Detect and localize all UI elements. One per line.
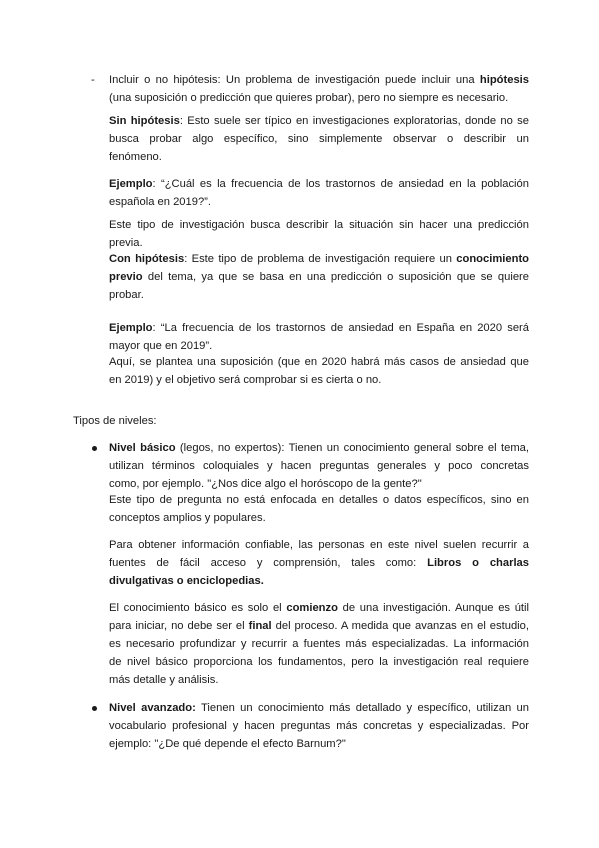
example-2-line-3: Aquí, se plantea una suposición (que en 2020 habrá más casos de ansiedad que	[109, 356, 529, 368]
basic-level-line-3: como, por ejemplo. "¿Nos dice algo el horóscopo de la gente?"	[109, 478, 422, 490]
comienzo-term: comienzo	[286, 602, 338, 614]
basic-start-line-2: para iniciar, no debe ser el final del proceso. A medida que avanzas en el estudio,	[109, 620, 529, 632]
levels-heading: Tipos de niveles:	[73, 415, 157, 427]
example-2-line-1: Ejemplo: “La frecuencia de los trastornos de ansiedad en España en 2020 será	[109, 322, 529, 334]
dash-marker: -	[91, 74, 95, 86]
description-line-1: Este tipo de investigación busca describir la situación sin hacer una predicción	[109, 219, 529, 231]
basic-start-line-4: de nivel básico proporciona los fundamentos, pero la investigación real requiere	[109, 656, 529, 668]
basic-level-line-1: Nivel básico (legos, no expertos): Tienen un conocimiento general sobre el tema,	[109, 442, 529, 454]
advanced-level-line-2: vocabulario profesional y hacen preguntas más concretas y especializadas. Por	[109, 720, 529, 732]
con-hipotesis-term: Con hipótesis	[109, 253, 185, 265]
basic-level-term: Nivel básico	[109, 442, 176, 454]
previo-term: previo	[109, 271, 143, 283]
example-1-line-1: Ejemplo: “¿Cuál es la frecuencia de los trastornos de ansiedad en la población	[109, 178, 529, 190]
advanced-level-line-1: Nivel avanzado: Tienen un conocimiento más detallado y específico, utilizan un	[109, 702, 530, 714]
sin-hipotesis-term: Sin hipótesis	[109, 115, 180, 127]
example-2-line-2: mayor que en 2019”.	[109, 340, 213, 352]
sin-hipotesis-line-2: busca probar algo específico, sino simplemente observar o describir un	[109, 133, 529, 145]
basic-sources-line-3: divulgativas o enciclopedias.	[109, 575, 264, 587]
example-1-term: Ejemplo	[109, 178, 153, 190]
example-2-line-4: en 2019) y el objetivo será comprobar si es cierta o no.	[109, 374, 382, 386]
description-line-2: previa.	[109, 237, 143, 249]
advanced-level-term: Nivel avanzado:	[109, 702, 196, 714]
example-1-line-2: española en 2019?”.	[109, 196, 212, 208]
basic-start-line-3: es necesario profundizar y recurrir a fuentes más especializadas. La información	[109, 638, 529, 650]
basic-start-line-5: más detalle y análisis.	[109, 674, 219, 686]
con-hipotesis-line-2: previo del tema, ya que se basa en una predicción o suposición que se quiere	[109, 271, 529, 283]
bullet-basic	[92, 446, 97, 451]
hypothesis-intro-line-1: Incluir o no hipótesis: Un problema de investigación puede incluir una hipótesis	[109, 74, 529, 86]
advanced-level-line-3: ejemplo: "¿De qué depende el efecto Barnum?"	[109, 738, 346, 750]
basic-level-line-5: conceptos amplios y populares.	[109, 512, 266, 524]
basic-sources-line-1: Para obtener información confiable, las personas en este nivel suelen recurrir a	[109, 539, 529, 551]
sin-hipotesis-line-1: Sin hipótesis: Esto suele ser típico en investigaciones exploratorias, donde no se	[109, 115, 529, 127]
sources-term: Libros o charlas	[427, 557, 530, 569]
hypothesis-intro-line-2: (una suposición o predicción que quieres probar), pero no siempre es necesario.	[109, 92, 509, 104]
con-hipotesis-line-3: probar.	[109, 289, 144, 301]
hipotesis-term: hipótesis	[479, 74, 529, 86]
basic-sources-line-2: fuentes de fácil acceso y comprensión, tales como: Libros o charlas	[109, 557, 530, 569]
bullet-advanced	[92, 706, 97, 711]
con-hipotesis-line-1: Con hipótesis: Este tipo de problema de investigación requiere un conocimiento	[109, 253, 530, 265]
basic-level-line-4: Este tipo de pregunta no está enfocada en detalles o datos específicos, sino en	[109, 494, 529, 506]
basic-level-line-2: utilizan términos coloquiales y hacen preguntas generales y poco concretas	[109, 460, 529, 472]
conocimiento-term: conocimiento	[456, 253, 530, 265]
final-term: final	[248, 620, 272, 632]
basic-start-line-1: El conocimiento básico es solo el comienzo de una investigación. Aunque es útil	[109, 602, 529, 614]
sin-hipotesis-line-3: fenómeno.	[109, 151, 162, 163]
example-2-term: Ejemplo	[109, 322, 153, 334]
